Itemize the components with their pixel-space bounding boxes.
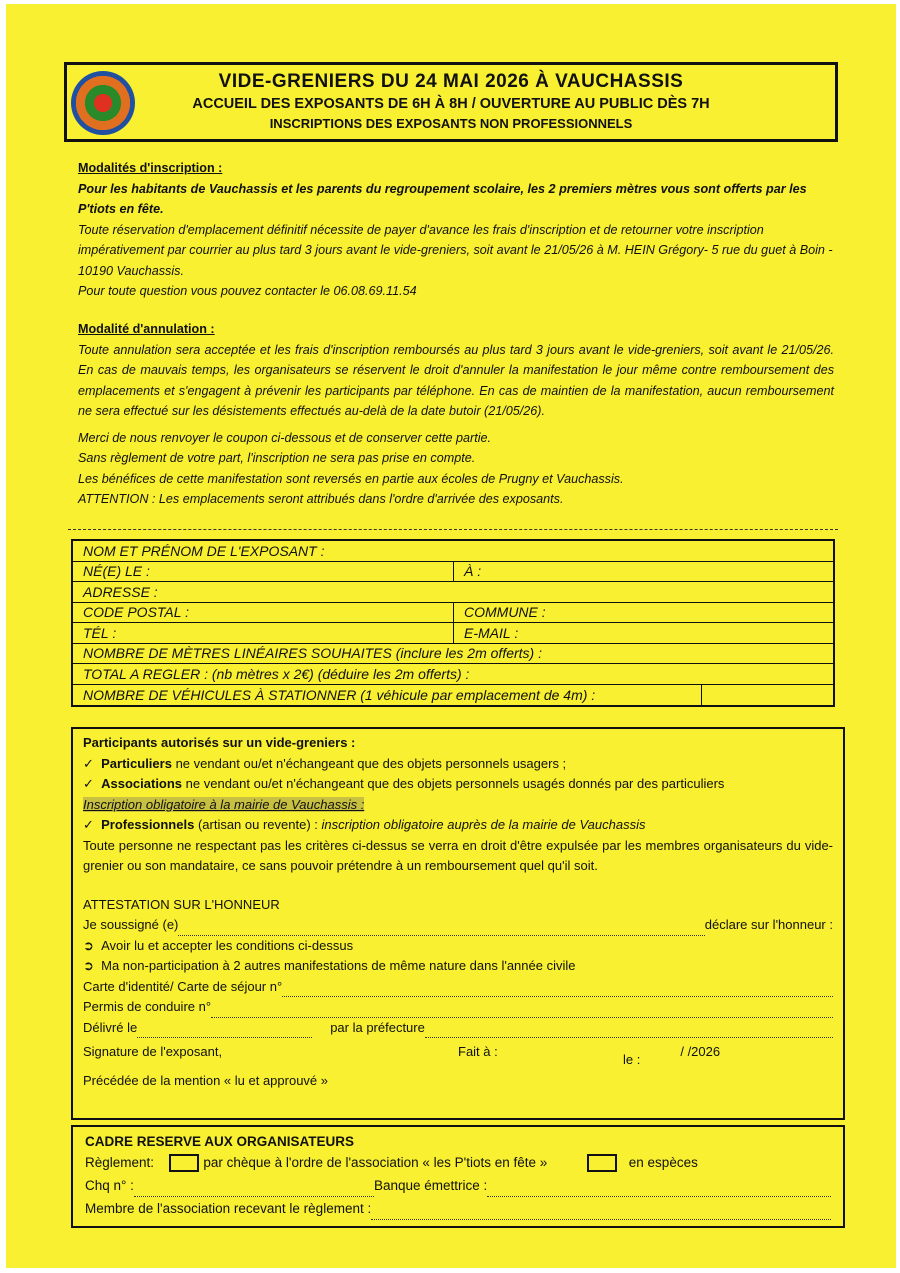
organisateurs-box [71,1125,845,1228]
participants-heading: Participants autorisés sur un vide-greniers : [83,735,356,750]
field-adresse[interactable]: ADRESSE : [83,583,158,600]
condition-2: Ma non-participation à 2 autres manifestations de même nature dans l'année civile [101,958,576,973]
field-code-postal[interactable]: CODE POSTAL : [83,604,190,621]
annulation-l2: Sans règlement de votre part, l'inscription ne sera pas prise en compte. [78,451,476,465]
fait-label: Fait à : [458,1044,498,1059]
le-label: le : [623,1052,641,1067]
page [6,4,896,1268]
soussigne-label: Je soussigné (e) [83,917,179,932]
inscription-section [78,158,834,302]
subtitle: ACCUEIL DES EXPOSANTS DE 6H À 8H / OUVERTURE AU PUBLIC DÈS 7H [192,96,710,112]
item2-text: ne vendant ou/et n'échangeant que des objets personnels usagés donnés par des particuliers [182,776,725,791]
field-metres[interactable]: NOMBRE DE MÈTRES LINÉAIRES SOUHAITES (inclure les 2m offerts) : [83,645,542,662]
chq-field[interactable] [134,1174,374,1197]
declare-label: déclare sur l'honneur : [704,917,833,932]
header-box [64,62,838,142]
mairie-note: Inscription obligatoire à la mairie de Vauchassis : [83,796,365,812]
membre-label: Membre de l'association recevant le règlement : [85,1201,372,1216]
participants-box: Participants autorisés sur un vide-greniers : ✓ Particuliers ne vendant ou/et n'échangeant que des objets personnels usagers ; ✓ Associations ne vendant ou/et n'échangeant que des objets personnels usagés donnés par des particuliers Inscription obligatoire à la mairie de Vauchassis : ✓ Professionnels (artisan ou revente) : inscription obligatoire auprès de la mairie de Vauchassis Toute personne ne respectant pas les critères ci-dessus se verra en droit d'être expulsée par les membres organisateurs du vide-grenier ou son mandataire, ce sans pouvoir prétendre à un remboursement quel qu'il soit. ATTESTATION SUR L'HONNEUR Je soussigné (e) déclare sur l'honneur : ➲ Avoir lu et accepter les conditions ci-dessus ➲ Ma non-participation à 2 autres manifestations de même nature dans l'année civile Carte d'identité/ Carte de séjour n° Permis de conduire n° Délivré le par la préfecture Signature de l'exposant, Fait à : le : / /2026 Précédée de la mention « lu et approuvé » [71,727,845,1120]
field-vehicules-value[interactable] [701,685,833,706]
annulation-p1: Toute annulation sera acceptée et les frais d'inscription remboursés au plus tard 3 jours avant le vide-greniers, soit avant le 21/05/26. En cas de mauvais temps, les organisateurs se réservent le droit d'annuler la manifestation le jour même contre remboursement des emplacements et s'engagent à prévenir les participants par téléphone. En cas de maintien de la manifestation, aucun remboursement ne sera effectué sur les désistements effectués au-delà de la date butoir (21/05/26). [78,342,834,418]
field-nom[interactable]: NOM ET PRÉNOM DE L'EXPOSANT : [83,542,325,559]
permis-label: Permis de conduire n° [83,999,212,1014]
association-logo [71,71,135,135]
exhibitor-form [71,539,835,707]
item3-note: inscription obligatoire auprès de la mairie de Vauchassis [321,817,646,832]
inscription-p2: Toute réservation d'emplacement définitif nécessite de payer d'avance les frais d'inscription et de retourner votre inscription impérativement par courrier au plus tard 3 jours avant le vide-greniers, soit avant le 21/05/26 à M. HEIN Grégory- 5 rue du guet à Boin - 10190 Vauchassis. [78,222,833,278]
prefecture-field[interactable] [425,1018,833,1039]
inscription-heading: Modalités d'inscription : [78,161,223,175]
banque-label: Banque émettrice : [373,1178,488,1193]
annulation-section [78,319,834,510]
carte-field[interactable] [282,977,833,998]
organisateurs-heading: CADRE RESERVE AUX ORGANISATEURS [85,1134,355,1149]
annulation-l3: Les bénéfices de cette manifestation sont reversés en partie aux écoles de Prugny et Vauchassis. [78,471,624,486]
prefecture-label: par la préfecture [330,1019,425,1035]
attestation-heading: ATTESTATION SUR L'HONNEUR [83,896,280,912]
signature-label: Signature de l'exposant, [83,1044,223,1059]
item1-label: Particuliers [101,755,172,771]
item2-label: Associations [101,776,183,791]
field-ne-le[interactable]: NÉ(E) LE : [83,563,150,580]
carte-label: Carte d'identité/ Carte de séjour n° [83,978,283,994]
especes-label: en espèces [628,1155,698,1170]
annulation-l4: ATTENTION : Les emplacements seront attribués dans l'ordre d'arrivée des exposants. [78,492,564,506]
item3-label: Professionnels [101,817,195,832]
inscription-p1: Pour les habitants de Vauchassis et les parents du regroupement scolaire, les 2 premiers mètres vous sont offerts par les P'tiots en fête. [78,181,807,216]
mention-label: Précédée de la mention « lu et approuvé » [83,1072,329,1088]
especes-checkbox[interactable] [587,1154,617,1172]
item1-text: ne vendant ou/et n'échangeant que des objets personnels usagers ; [171,755,567,771]
cheque-label: par chèque à l'ordre de l'association « les P'tiots en fête » [203,1155,548,1170]
chq-label: Chq n° : [85,1178,134,1193]
delivre-field[interactable] [137,1018,312,1039]
field-total[interactable]: TOTAL A REGLER : (nb mètres x 2€) (déduire les 2m offerts) : [83,665,470,682]
condition-1: Avoir lu et accepter les conditions ci-dessus [101,937,354,953]
delivre-label: Délivré le [83,1019,138,1035]
field-email[interactable]: E-MAIL : [453,623,833,643]
soussigne-field[interactable] [178,915,704,936]
title: VIDE-GRENIERS DU 24 MAI 2026 À VAUCHASSIS [218,71,684,92]
cut-line [68,529,838,530]
participants-warning: Toute personne ne respectant pas les critères ci-dessus se verra en droit d'être expulsée par les membres organisateurs du vide-grenier ou son mandataire, ce sans pouvoir prétendre à un remboursement quel qu'il soit. [83,837,833,873]
annulation-heading: Modalité d'annulation : [78,322,215,336]
cheque-checkbox[interactable] [169,1154,199,1172]
annulation-l1: Merci de nous renvoyer le coupon ci-dessous et de conserver cette partie. [78,430,492,445]
membre-field[interactable] [371,1197,831,1220]
inscription-p3: Pour toute question vous pouvez contacter le 06.08.69.11.54 [78,284,417,298]
permis-field[interactable] [211,997,833,1018]
subtitle2: INSCRIPTIONS DES EXPOSANTS NON PROFESSIONNELS [269,116,633,131]
field-commune[interactable]: COMMUNE : [453,603,833,623]
reglement-label: Règlement: [85,1155,155,1170]
banque-field[interactable] [487,1174,831,1197]
field-tel[interactable]: TÉL : [83,624,117,641]
field-a[interactable]: À : [453,562,833,582]
field-vehicules: NOMBRE DE VÉHICULES À STATIONNER (1 véhicule par emplacement de 4m) : [83,686,596,703]
item3-text: (artisan ou revente) : [194,817,322,832]
date-field: / /2026 [680,1044,721,1059]
